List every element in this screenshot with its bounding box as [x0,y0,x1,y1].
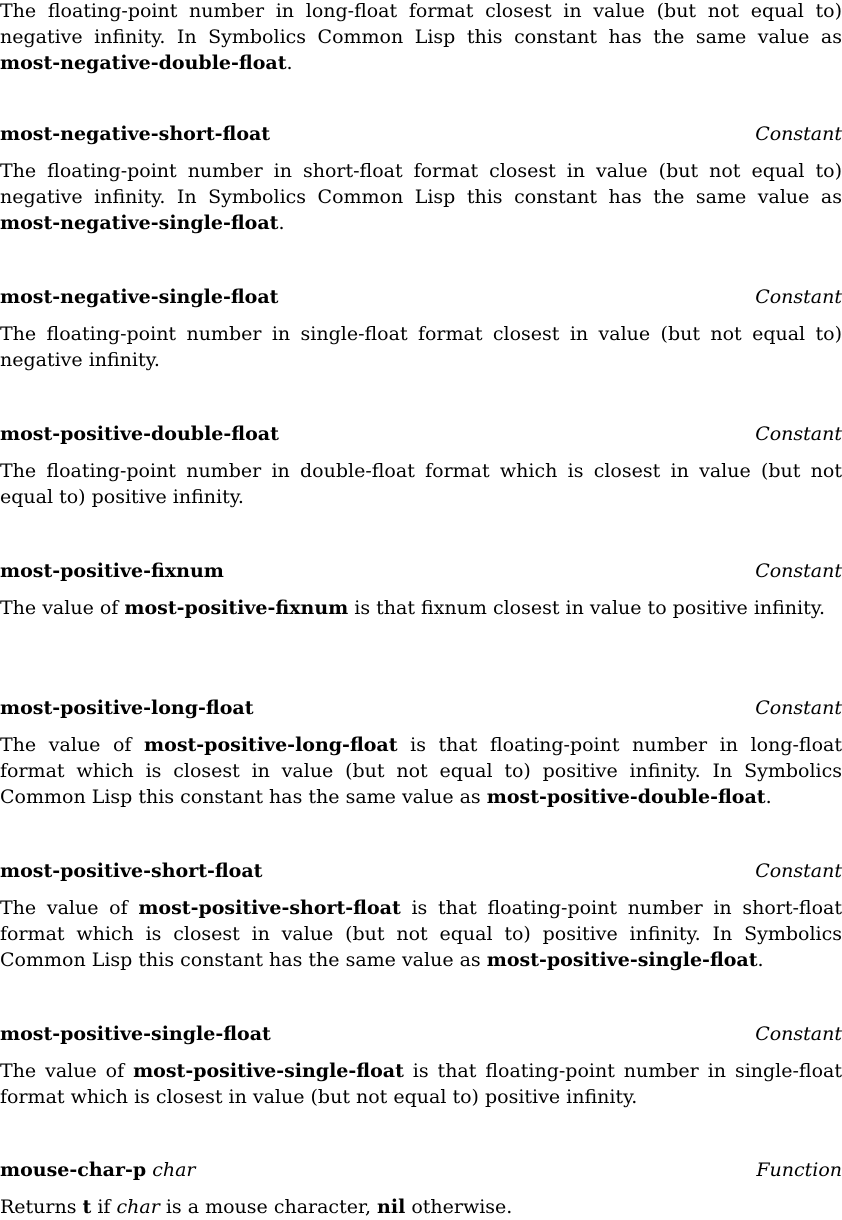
entry-description [0,732,842,810]
entry-most-positive-long-float [0,695,842,810]
desc-ref: most-positive-short-float [138,897,401,919]
desc-text: The value of [0,597,125,619]
entry-kind: Constant [755,123,842,145]
intro-paragraph [0,0,842,76]
entry-name: most-negative-single-float [0,286,279,308]
entry-name: most-positive-double-float [0,423,279,445]
entry-name: most-positive-short-float [0,860,263,882]
entry-most-positive-single-float [0,1021,842,1110]
entry-header [0,121,842,147]
entry-kind: Constant [755,560,842,582]
desc-text: is a mouse character, [159,1196,378,1218]
desc-ref: most-positive-fixnum [124,597,349,619]
entry-description [0,595,842,621]
intro-block [0,0,842,76]
entry-header [0,695,842,721]
desc-text: The value of [0,897,139,919]
desc-text: The floating-point number in double-float format which is closest in value (but not equal to) positive infinity. [0,460,842,508]
intro-text: The floating-point number in long-float format closest in value (but not equal to) negative infinity. In Symbolics Common Lisp this constant has the same value as [0,0,842,48]
entry-arg: char [152,1159,196,1181]
entry-most-positive-fixnum [0,558,842,621]
desc-ref: most-positive-single-float [133,1060,404,1082]
desc-text: is that floating-point number in short-float format which is closest in value (but not equal to) positive infinity. In Symbolics Common Lisp this constant has the same value as [0,897,842,971]
desc-arg: char [116,1196,160,1218]
desc-text: otherwise. [405,1196,513,1218]
entry-most-positive-short-float [0,858,842,973]
desc-ref: most-positive-long-float [144,734,398,756]
entry-name: most-negative-short-float [0,123,271,145]
entry-header [0,558,842,584]
entry-header [0,421,842,447]
entry-name: most-positive-single-float [0,1023,271,1045]
desc-ref: most-positive-single-float [486,949,758,971]
desc-ref: most-positive-double-float [486,786,766,808]
desc-text: if [91,1196,117,1218]
entry-header [0,284,842,310]
intro-end: . [286,52,293,74]
entry-kind: Constant [755,423,842,445]
entry-description [0,1058,842,1110]
desc-text: The value of [0,734,145,756]
desc-text: is that floating-point number in long-float format which is closest in value (but not equal to) positive infinity. In Symbolics Common Lisp this constant has the same value as [0,734,842,808]
desc-ref: nil [377,1196,406,1218]
entry-most-negative-short-float [0,121,842,236]
entry-mouse-char-p [0,1157,842,1220]
entry-header [0,858,842,884]
entry-description [0,158,842,236]
entry-description [0,1194,842,1220]
entry-kind: Constant [755,860,842,882]
entry-header [0,1157,842,1183]
desc-text: . [278,212,285,234]
entry-kind: Constant [755,286,842,308]
entry-description [0,321,842,373]
entry-name: most-positive-fixnum [0,560,224,582]
desc-text: Returns [0,1196,83,1218]
desc-text: is that floating-point number in single-float format which is closest in value (but not equal to) positive infinity. [0,1060,842,1108]
entry-kind: Function [756,1159,842,1181]
desc-text: . [765,786,772,808]
entry-most-positive-double-float [0,421,842,510]
entry-description [0,458,842,510]
entry-header [0,1021,842,1047]
entry-description [0,895,842,973]
desc-text: . [757,949,764,971]
desc-ref: most-negative-single-float [0,212,279,234]
entry-kind: Constant [755,697,842,719]
desc-text: The value of [0,1060,134,1082]
intro-ref: most-negative-double-float [0,52,287,74]
desc-text: The floating-point number in single-float format closest in value (but not equal to) negative infinity. [0,323,842,371]
entry-most-negative-single-float [0,284,842,373]
entry-kind: Constant [755,1023,842,1045]
entry-name: most-positive-long-float [0,697,254,719]
desc-text: The floating-point number in short-float format closest in value (but not equal to) negative infinity. In Symbolics Common Lisp this constant has the same value as [0,160,842,208]
entry-name: mouse-char-p [0,1159,147,1181]
desc-ref: t [82,1196,92,1218]
entry-signature [0,1157,195,1183]
desc-text: is that fixnum closest in value to positive infinity. [348,597,826,619]
